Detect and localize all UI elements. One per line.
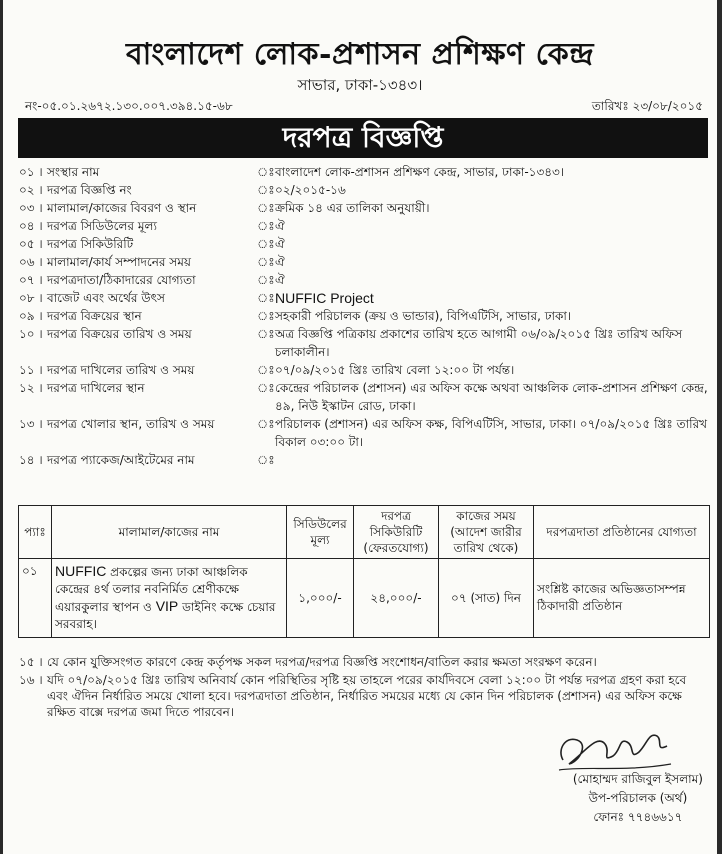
item-value: ঐ: [275, 273, 285, 287]
tender-details-list: [19, 163, 709, 469]
item-value: ঐ: [275, 237, 285, 251]
item-name-text-1: প্রকল্পের জন্য ঢাকা আঞ্চলিক কেন্দ্রের ৪র্থ তলার নবনির্মিত শ্রেণীকক্ষে এয়ারকুলার স্থাপন ও: [55, 565, 248, 614]
item-colon: ঃ: [257, 219, 275, 233]
col-header-work-time: কাজের সময় (আদেশ জারীর তারিখ থেকে): [439, 506, 534, 559]
item-number: ০৩ ।: [19, 201, 43, 215]
item-label: সংস্থার নাম: [47, 165, 100, 179]
item-colon: ঃ: [257, 309, 275, 323]
list-item: [19, 199, 709, 217]
signature-image: [555, 722, 675, 777]
item-number: ০৯ ।: [19, 309, 43, 323]
package-table: [18, 505, 710, 638]
note-text: যদি ০৭/০৯/২০১৫ খ্রিঃ তারিখ অনিবার্য কোন পরিস্থিতির সৃষ্টি হয় তাহলে পরের কার্যদিবসে বেলা ১২:০০ টা পর্যন্ত দরপত্র গ্রহণ করা হবে এবং ঐদিন নির্ধারিত সময়ে খোলা হবে। দরপত্রদাতা প্রতিষ্ঠান, নির্ধারিত সময়ের মধ্যে যে কোন দিন পরিচালক (প্রশাসন) এর অফিস কক্ষে রক্ষিত বাক্সে দরপত্র জমা দিতে পারবেন।: [47, 673, 687, 719]
list-item: [19, 289, 709, 307]
list-item: [19, 379, 709, 415]
item-colon: ঃ: [257, 183, 275, 197]
list-item: [19, 253, 709, 271]
item-number: ১২ ।: [19, 381, 43, 395]
item-number: ০৮ ।: [19, 291, 43, 305]
list-item: [19, 672, 709, 720]
item-value: ঐ: [275, 219, 285, 233]
item-colon: ঃ: [257, 201, 275, 215]
item-value: ০২/২০১৫-১৬: [275, 183, 346, 197]
col-header-schedule-price: সিডিউলের মূল্য: [287, 506, 354, 559]
item-colon: ঃ: [257, 453, 275, 467]
list-item: [19, 654, 709, 670]
item-name-latin-1: NUFFIC: [55, 563, 107, 579]
cell-item-name: [52, 559, 287, 638]
cell-security: ২৪,০০০/-: [354, 559, 439, 638]
list-item: [19, 325, 709, 361]
list-item: [19, 217, 709, 235]
item-value: NUFFIC Project: [275, 290, 374, 306]
item-colon: ঃ: [257, 255, 275, 269]
cell-schedule-price: ১,০০০/-: [287, 559, 354, 638]
item-number: ১০ ।: [19, 327, 43, 341]
item-label: দরপত্র দাখিলের স্থান: [47, 381, 145, 395]
col-header-item-name: মালামাল/কাজের নাম: [52, 506, 287, 559]
item-number: ১১ ।: [19, 363, 43, 377]
item-number: ০২ ।: [19, 183, 43, 197]
item-number: ০৭ ।: [19, 273, 43, 287]
signatory-name: (মোহাম্মদ রাজিবুল ইসলাম): [572, 772, 703, 786]
list-item: [19, 361, 709, 379]
cell-qualification: সংশ্লিষ্ট কাজের অভিজ্ঞতাসম্পন্ন ঠিকাদারী প্রতিষ্ঠান: [534, 559, 710, 638]
item-number: ০৬ ।: [19, 255, 43, 269]
item-number: ০৪ ।: [19, 219, 43, 233]
notice-date: তারিখঃ ২৩/০৮/২০১৫: [591, 99, 703, 113]
note-number: ১৬ ।: [19, 673, 43, 687]
table-header-row: [19, 506, 710, 559]
col-header-qualification: দরপত্রদাতা প্রতিষ্ঠানের যোগ্যতা: [534, 506, 710, 559]
item-label: দরপত্র সিকিউরিটি: [47, 237, 134, 251]
item-value: বাংলাদেশ লোক-প্রশাসন প্রশিক্ষণ কেন্দ্র, সাভার, ঢাকা-১৩৪৩।: [275, 165, 565, 179]
signatory-phone: ফোনঃ ৭৭৪৬৬১৭: [593, 810, 683, 824]
item-label: দরপত্রদাতা/ঠিকাদারের যোগ্যতা: [47, 273, 196, 287]
list-item: [19, 415, 709, 451]
organization-address: সাভার, ঢাকা-১৩৪৩।: [297, 76, 423, 94]
item-label: দরপত্র খোলার স্থান, তারিখ ও সময়: [47, 417, 215, 431]
item-value: ঐ: [275, 255, 285, 269]
col-header-security: দরপত্র সিকিউরিটি (ফেরতযোগ্য): [354, 506, 439, 559]
memo-number: নং-০৫.০১.২৬৭২.১৩০.০০৭.৩৯৪.১৫-৬৮: [25, 99, 233, 113]
table-row: [19, 559, 710, 638]
cell-package-number: ০১: [19, 559, 52, 638]
item-number: ১৪ ।: [19, 453, 43, 467]
list-item: [19, 163, 709, 181]
list-item: [19, 271, 709, 289]
item-value: কেন্দ্রের পরিচালক (প্রশাসন) এর অফিস কক্ষে অথবা আঞ্চলিক লোক-প্রশাসন প্রশিক্ষণ কেন্দ্র, ৪৯, নিউ ইস্কাটন রোড, ঢাকা।: [275, 381, 708, 413]
list-item: [19, 181, 709, 199]
item-value: ০৭/০৯/২০১৫ খ্রিঃ তারিখ বেলা ১২:০০ টা পর্যন্ত।: [275, 363, 515, 377]
item-label: দরপত্র বিক্রয়ের তারিখ ও সময়: [47, 327, 192, 341]
list-item: [19, 235, 709, 253]
notes-section: [19, 654, 709, 722]
item-label: দরপত্র বিক্রয়ের স্থান: [47, 309, 142, 323]
item-colon: ঃ: [257, 417, 275, 431]
item-colon: ঃ: [257, 273, 275, 287]
notice-banner: দরপত্র বিজ্ঞপ্তি: [18, 118, 708, 158]
note-number: ১৫ ।: [19, 655, 43, 669]
col-header-package: প্যাঃ: [19, 506, 52, 559]
item-label: দরপত্র সিডিউলের মূল্য: [47, 219, 157, 233]
item-number: ০১ ।: [19, 165, 43, 179]
item-label: মালামাল/কার্য সম্পাদনের সময়: [47, 255, 191, 269]
organization-title: বাংলাদেশ লোক-প্রশাসন প্রশিক্ষণ কেন্দ্র: [125, 37, 595, 72]
item-colon: ঃ: [257, 363, 275, 377]
signatory-block: [573, 770, 703, 827]
item-colon: ঃ: [257, 381, 275, 395]
item-value: ক্রমিক ১৪ এর তালিকা অনুযায়ী।: [275, 201, 430, 215]
item-value: সহকারী পরিচালক (ক্রয় ও ভান্ডার), বিপিএটিসি, সাভার, ঢাকা।: [275, 309, 572, 323]
item-value: অত্র বিজ্ঞপ্তি পত্রিকায় প্রকাশের তারিখ হতে আগামী ০৬/০৯/২০১৫ খ্রিঃ তারিখ অফিস চলাকালীন।: [275, 327, 683, 359]
item-colon: ঃ: [257, 165, 275, 179]
item-label: দরপত্র দাখিলের তারিখ ও সময়: [47, 363, 195, 377]
item-label: দরপত্র প্যাকেজ/আইটেমের নাম: [47, 453, 195, 467]
item-colon: ঃ: [257, 237, 275, 251]
list-item: [19, 307, 709, 325]
tender-notice-page: [3, 0, 717, 854]
item-name-text-2: ডাইনিং কক্ষে চেয়ার সরবরাহ।: [55, 600, 276, 631]
list-item: [19, 451, 709, 469]
signatory-designation: উপ-পরিচালক (অর্থ): [588, 791, 688, 805]
item-number: ০৫ ।: [19, 237, 43, 251]
item-colon: ঃ: [257, 327, 275, 341]
item-name-latin-2: VIP: [155, 598, 179, 614]
item-number: ১৩ ।: [19, 417, 43, 431]
cell-work-time: ০৭ (সাত) দিন: [439, 559, 534, 638]
item-colon: ঃ: [257, 291, 275, 305]
item-value: পরিচালক (প্রশাসন) এর অফিস কক্ষ, বিপিএটিসি, সাভার, ঢাকা। ০৭/০৯/২০১৫ খ্রিঃ তারিখ বিকাল ০৩:০০ টা।: [275, 417, 708, 449]
item-label: বাজেট এবং অর্থের উৎস: [47, 291, 165, 305]
item-label: মালামাল/কাজের বিবরণ ও স্থান: [47, 201, 197, 215]
note-text: যে কোন যুক্তিসংগত কারণে কেন্দ্র কর্তৃপক্ষ সকল দরপত্র/দরপত্র বিজ্ঞপ্তি সংশোধন/বাতিল করার ক্ষমতা সংরক্ষণ করেন।: [47, 655, 597, 669]
item-label: দরপত্র বিজ্ঞপ্তি নং: [47, 183, 132, 197]
